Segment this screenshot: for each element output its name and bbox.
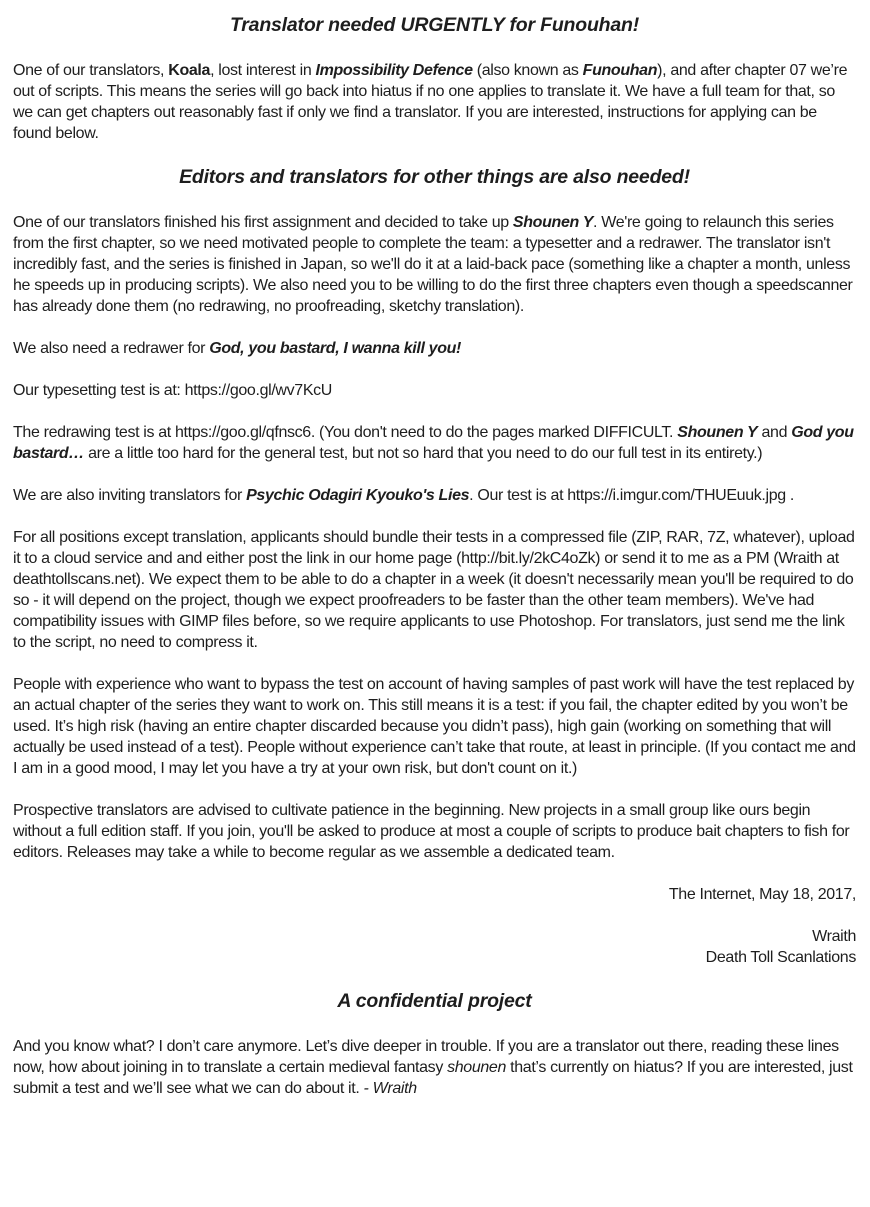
text-run: We also need a redrawer for: [13, 340, 210, 357]
text-run-shounen-y: Shounen Y: [677, 424, 758, 441]
text-run-psychic-odagiri-title: Psychic Odagiri Kyouko's Lies: [246, 487, 470, 504]
text-run: and: [757, 424, 792, 441]
paragraph-typesetting-test-link: Our typesetting test is at: https://goo.gl/wv7KcU: [13, 382, 333, 399]
paragraph-redrawer-needed: [13, 338, 856, 359]
text-run-god-you-bastard-title: God, you bastard, I wanna kill you!: [209, 340, 462, 357]
text-run: , lost interest in: [210, 62, 316, 79]
text-run: (also known as: [472, 62, 583, 79]
text-run-funouhan: Funouhan: [582, 62, 658, 79]
text-run-god-you-bastard-short: God you bastard…: [13, 424, 854, 462]
signature-group: Death Toll Scanlations: [705, 949, 856, 966]
text-run: One of our translators finished his first assignment and decided to take up: [13, 214, 513, 231]
signature-block: [13, 926, 856, 968]
text-run: that’s currently on hiatus? If you are interested, just submit a test and we’ll see what we can do about it.: [13, 1059, 853, 1097]
heading-confidential-project: A confidential project: [337, 990, 532, 1012]
text-run: And you know what? I don’t care anymore. Let’s dive deeper in trouble. If you are a translator out there, reading these lines now, how about joining in to translate a certain medieval fantasy: [13, 1038, 839, 1076]
text-run-koala: Koala: [168, 62, 211, 79]
text-run: ), and after chapter 07 we’re out of scripts. This means the series will go back into hiatus if no one applies to translate it. We have a full team for that, so we can get chapters out reasonably fast if only we find a translator. If you are interested, instructions for applying can be found below.: [13, 62, 848, 142]
text-run-wraith-signoff: - Wraith: [363, 1080, 417, 1097]
heading-editors-translators-needed: Editors and translators for other things are also needed!: [179, 166, 690, 188]
signature-name: Wraith: [812, 928, 856, 945]
dateline: The Internet, May 18, 2017,: [668, 886, 856, 903]
paragraph-application-instructions: For all positions except translation, applicants should bundle their tests in a compressed file (ZIP, RAR, 7Z, whatever), upload it to a cloud service and and either post the link in our home page (http://bit.ly/2kC4oZk) or send it to me as a PM (Wraith at deathtollscans.net). We expect them to be able to do a chapter in a week (it doesn't necessarily mean you'll be required to do so - it will depend on the project, though we expect proofreaders to be faster than the other team members). We've had compatibility issues with GIMP files before, so we require applicants to use Photoshop. For translators, just send me the link to the script, no need to compress it.: [13, 529, 855, 651]
paragraph-redrawing-test-link: [13, 422, 856, 464]
text-run: The redrawing test is at https://goo.gl/qfnsc6. (You don't need to do the pages marked DIFFICULT.: [13, 424, 678, 441]
text-run: are a little too hard for the general test, but not so hard that you need to do our full test in its entirety.): [84, 445, 763, 462]
text-run-shounen-y: Shounen Y: [512, 214, 594, 231]
heading-translator-needed: Translator needed URGENTLY for Funouhan!: [229, 14, 640, 36]
text-run-shounen-word: shounen: [447, 1059, 507, 1076]
text-run: . Our test is at https://i.imgur.com/THUEuuk.jpg .: [469, 487, 795, 504]
paragraph-test-bypass-policy: People with experience who want to bypass the test on account of having samples of past work will have the test replaced by an actual chapter of the series they want to work on. This still means it is a test: if you fail, the chapter edited by you won’t be used. It’s high risk (having an entire chapter discarded because you didn’t pass), high gain (working on something that will actually be used instead of a test). People without experience can’t take that route, at least in principle. (If you contact me and I am in a good mood, I may let you have a try at your own risk, but don't count on it.): [13, 676, 856, 777]
text-run: One of our translators,: [13, 62, 169, 79]
paragraph-confidential-project: [13, 1036, 856, 1099]
text-run: We are also inviting translators for: [13, 487, 247, 504]
text-run: . We're going to relaunch this series from the first chapter, so we need motivated people to complete the team: a typesetter and a redrawer. The translator isn't incredibly fast, and the series is finished in Japan, so we'll do it at a laid-back pace (something like a chapter a month, unless he speeds up in producing scripts). We also need you to be willing to do the first three chapters even though a speedscanner has already done them (no redrawing, no proofreading, sketchy translation).: [13, 214, 853, 315]
paragraph-prospective-translators: Prospective translators are advised to cultivate patience in the beginning. New projects in a small group like ours begin without a full edition staff. If you join, you'll be asked to produce at most a couple of scripts to produce bait chapters to fish for editors. Releases may take a while to become regular as we assemble a dedicated team.: [13, 802, 850, 861]
text-run-impossibility-defence: Impossibility Defence: [315, 62, 473, 79]
paragraph-psychic-odagiri-test: [13, 485, 856, 506]
paragraph-funouhan-notice: [13, 60, 856, 144]
paragraph-shounen-y: [13, 212, 856, 317]
